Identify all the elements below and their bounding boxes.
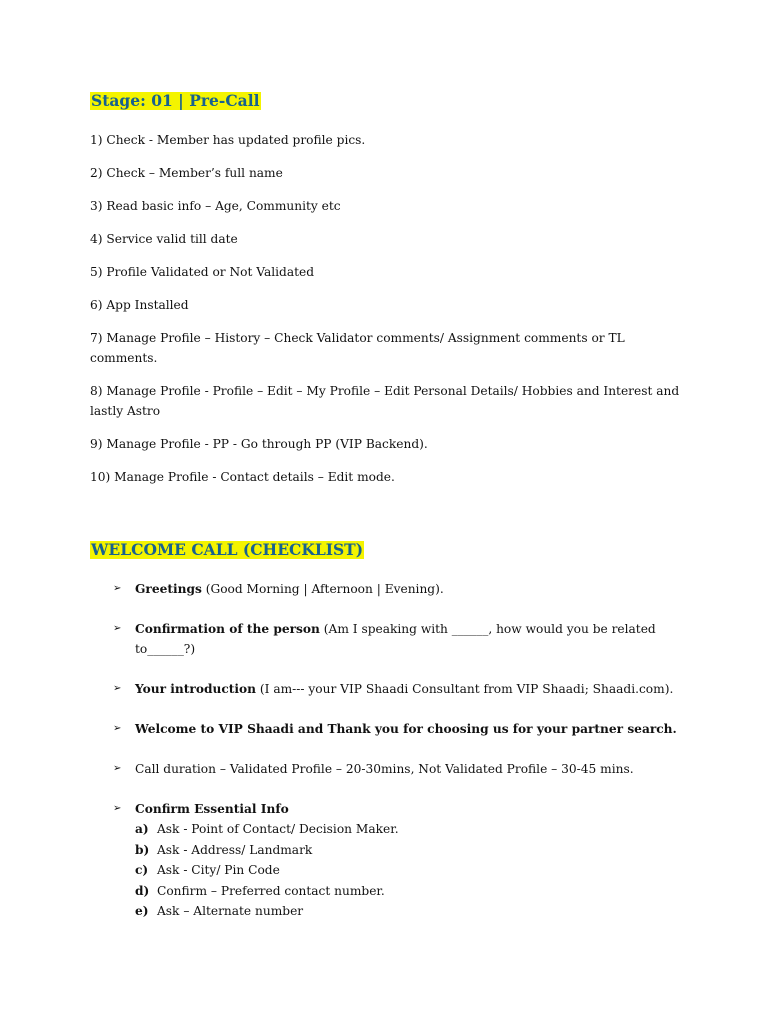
arrow-bullet-icon: ➢	[113, 723, 122, 734]
checklist-item-welcome	[113, 719, 693, 739]
essential-info-label: Confirm Essential Info	[135, 802, 289, 816]
item-text: Ask - Point of Contact/ Decision Maker.	[157, 822, 399, 836]
arrow-bullet-icon: ➢	[113, 763, 122, 774]
item-letter: a)	[135, 822, 149, 836]
welcome-statement: Welcome to VIP Shaadi and Thank you for choosing us for your partner search.	[135, 722, 677, 736]
essential-info-item	[135, 819, 693, 840]
item-letter: c)	[135, 863, 149, 877]
precall-item-10: 10) Manage Profile - Contact details – Edit mode.	[90, 470, 395, 484]
introduction-detail: (I am--- your VIP Shaadi Consultant from VIP Shaadi; Shaadi.com).	[256, 682, 674, 696]
item-letter: e)	[135, 904, 149, 918]
arrow-bullet-icon: ➢	[113, 803, 122, 814]
precall-item-9: 9) Manage Profile - PP - Go through PP (VIP Backend).	[90, 437, 428, 451]
item-text: Ask - City/ Pin Code	[157, 863, 280, 877]
essential-info-item	[135, 860, 693, 881]
arrow-bullet-icon: ➢	[113, 623, 122, 634]
greetings-detail: (Good Morning | Afternoon | Evening).	[201, 582, 444, 596]
checklist-item-call-duration	[113, 759, 693, 779]
precall-list	[90, 130, 690, 500]
arrow-bullet-icon: ➢	[113, 583, 122, 594]
call-duration-text: Call duration – Validated Profile – 20-30mins, Not Validated Profile – 30-45 mins.	[135, 762, 634, 776]
precall-item-5: 5) Profile Validated or Not Validated	[90, 265, 314, 279]
welcome-checklist	[113, 579, 693, 922]
precall-item-3: 3) Read basic info – Age, Community etc	[90, 199, 341, 213]
checklist-item-confirmation	[113, 619, 693, 659]
checklist-item-greetings	[113, 579, 693, 599]
item-letter: b)	[135, 842, 150, 857]
checklist-item-introduction	[113, 679, 693, 699]
introduction-label: Your introduction	[135, 682, 257, 696]
stage-heading: Stage: 01 | Pre-Call	[91, 91, 260, 110]
checklist-item-essential-info	[113, 799, 693, 922]
precall-item-8: 8) Manage Profile - Profile – Edit – My Profile – Edit Personal Details/ Hobbies and Interest and lastly Astro	[90, 384, 680, 418]
essential-info-item	[135, 881, 693, 902]
precall-item-2: 2) Check – Member’s full name	[90, 166, 283, 180]
precall-item-7: 7) Manage Profile – History – Check Validator comments/ Assignment comments or TL comments.	[90, 331, 625, 365]
greetings-label: Greetings	[135, 582, 202, 596]
item-text: Ask – Alternate number	[157, 904, 304, 918]
essential-info-item	[135, 901, 693, 922]
confirmation-label: Confirmation of the person	[135, 622, 320, 636]
precall-item-6: 6) App Installed	[90, 298, 189, 312]
precall-item-4: 4) Service valid till date	[90, 232, 238, 246]
essential-info-list	[135, 819, 693, 922]
item-letter: d)	[135, 883, 150, 898]
precall-item-1: 1) Check - Member has updated profile pics.	[90, 133, 366, 147]
arrow-bullet-icon: ➢	[113, 683, 122, 694]
item-text: Confirm – Preferred contact number.	[157, 883, 385, 898]
welcome-call-heading: WELCOME CALL (CHECKLIST)	[91, 540, 364, 559]
item-text: Ask - Address/ Landmark	[157, 842, 313, 857]
essential-info-item	[135, 840, 693, 861]
confirmation-detail: (Am I speaking with ______, how would you be related to______?)	[135, 622, 656, 656]
